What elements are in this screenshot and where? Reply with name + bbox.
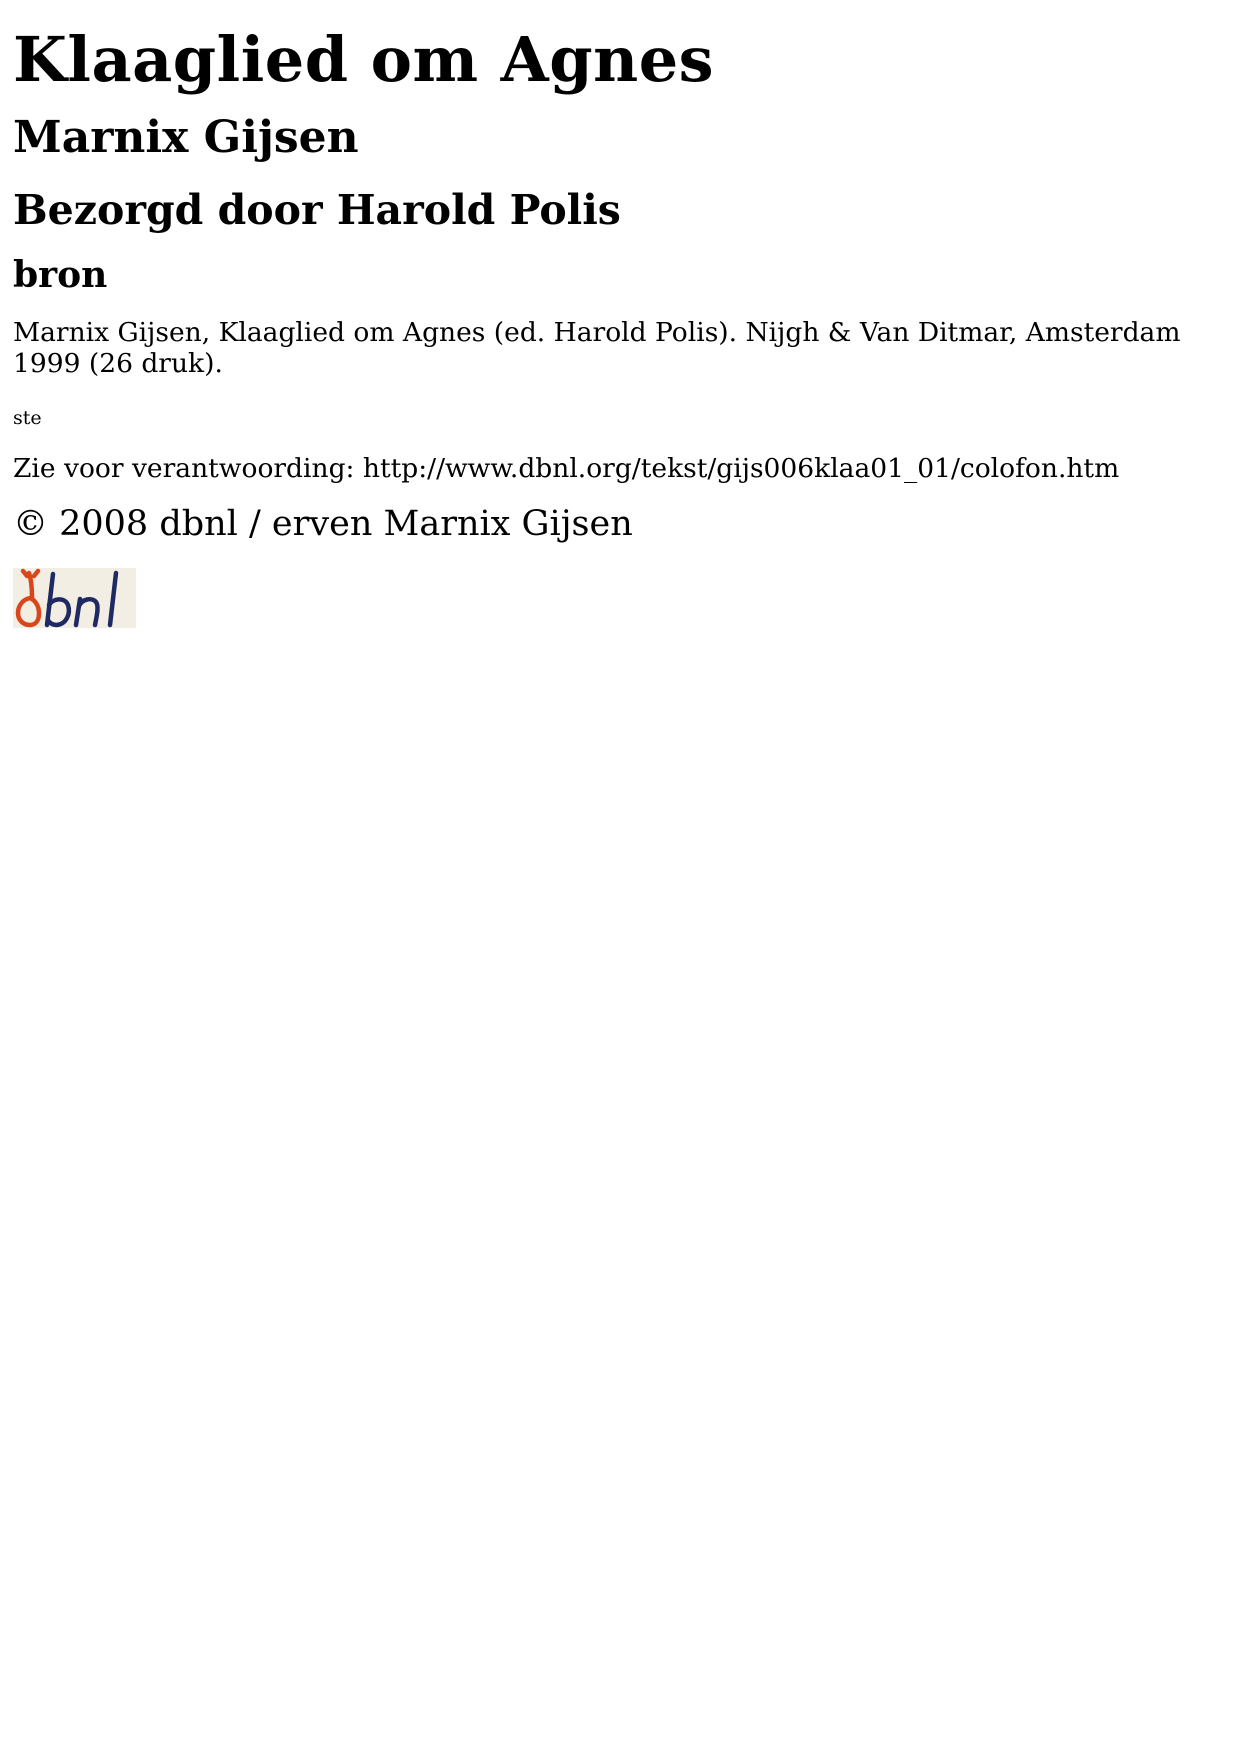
source-heading: bron [13, 254, 108, 296]
document-page [0, 0, 1240, 628]
document-title: Klaaglied om Agnes [13, 23, 715, 96]
logo-b-letter [47, 574, 69, 625]
colofon-reference: Zie voor verantwoording: http://www.dbnl.org/tekst/gijs006klaa01_01/colofon.htm [13, 453, 1120, 484]
source-citation-line2: 1999 (26 druk). [13, 348, 223, 379]
editor-line: Bezorgd door Harold Polis [13, 186, 621, 234]
logo-l-letter [110, 573, 116, 625]
source-citation-line1: Marnix Gijsen, Klaaglied om Agnes (ed. Harold Polis). Nijgh & Van Ditmar, Amsterdam [13, 317, 1181, 348]
dbnl-logo-graphic [13, 568, 136, 628]
copyright-notice: © 2008 dbnl / erven Marnix Gijsen [13, 504, 633, 544]
edition-superscript: ste [13, 407, 42, 429]
source-citation [13, 317, 1227, 379]
author-name: Marnix Gijsen [13, 112, 359, 163]
logo-d-letter [18, 571, 39, 625]
logo-n-letter [76, 599, 98, 625]
dbnl-logo [13, 568, 136, 628]
